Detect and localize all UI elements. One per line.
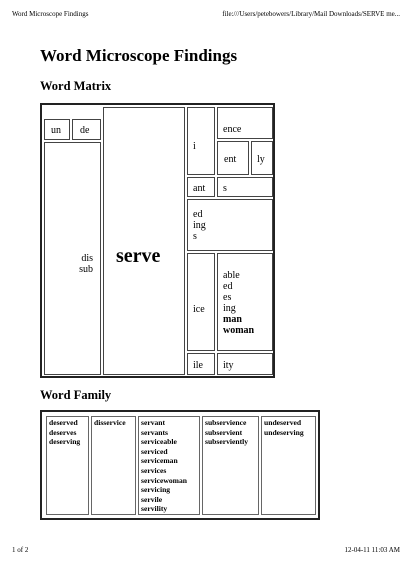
base-cell	[103, 107, 185, 375]
prefix-cell-dis-sub	[44, 142, 101, 375]
family-word: disservice	[94, 418, 126, 427]
family-word: subservience	[205, 418, 247, 427]
suffix-ing: ing	[193, 220, 206, 231]
family-word: subservient	[205, 427, 243, 437]
print-footer-datetime: 12-04-11 11:03 AM	[344, 546, 400, 554]
page-title: Word Microscope Findings	[40, 46, 238, 65]
suffix-ence: ence	[223, 124, 242, 135]
prefix-dis: dis	[81, 253, 93, 264]
word-family-table	[40, 410, 320, 520]
family-column-subservience	[202, 416, 259, 515]
suffix-s: s	[223, 183, 227, 194]
suffix-ent: ent	[224, 154, 237, 165]
family-word: servant	[141, 418, 166, 427]
family-word: subserviently	[205, 437, 249, 447]
suffix-cell-i	[187, 107, 215, 175]
suffix-es: es	[223, 292, 232, 303]
print-header-url: file:///Users/petebowers/Library/Mail Downloads/SERVE me...	[222, 10, 400, 18]
family-word: services	[141, 465, 167, 475]
family-word: undeserving	[264, 427, 304, 437]
suffix-cell-ity	[217, 353, 273, 375]
suffix-cell-ly	[251, 141, 273, 175]
family-column-deserve	[46, 416, 89, 515]
prefix-un: un	[51, 125, 61, 136]
suffix-i: i	[193, 141, 196, 152]
family-word: servicewoman	[141, 475, 187, 485]
suffix-man: man	[223, 314, 242, 325]
family-word: serviceman	[141, 456, 178, 466]
suffix-cell-after-ice	[217, 253, 273, 351]
suffix-cell-s	[217, 177, 273, 197]
prefix-sub: sub	[79, 264, 93, 275]
family-word: deserves	[49, 427, 77, 437]
suffix-ly: ly	[257, 154, 265, 165]
suffix-cell-ent	[217, 141, 249, 175]
word-matrix	[40, 103, 275, 378]
family-column-undeserved	[261, 416, 316, 515]
family-word: servicing	[141, 485, 171, 495]
suffix-ed-2: ed	[223, 281, 233, 292]
family-column-serve	[138, 416, 200, 515]
print-header-title: Word Microscope Findings	[12, 10, 89, 18]
suffix-cell-ice	[187, 253, 215, 351]
suffix-s-2: s	[193, 231, 197, 242]
suffix-ice: ice	[193, 304, 205, 315]
family-word: serviced	[141, 446, 168, 456]
suffix-cell-ile	[187, 353, 215, 375]
family-word: serviceable	[141, 437, 177, 447]
word-matrix-heading: Word Matrix	[40, 79, 112, 93]
family-word: servile	[141, 494, 163, 504]
family-word: deserved	[49, 418, 78, 427]
suffix-ing-2: ing	[223, 303, 236, 314]
family-word: servants	[141, 427, 168, 437]
family-column-disservice	[91, 416, 136, 515]
suffix-ity: ity	[223, 360, 234, 371]
word-family-heading: Word Family	[40, 388, 112, 402]
base-serve: serve	[116, 245, 161, 267]
prefix-cell-un	[44, 119, 70, 140]
family-word: deserving	[49, 437, 81, 447]
suffix-cell-ed-ing-s	[187, 199, 273, 251]
prefix-cell-de	[72, 119, 101, 140]
suffix-woman: woman	[223, 325, 255, 336]
suffix-cell-ant	[187, 177, 215, 197]
print-footer-page-number: 1 of 2	[12, 546, 29, 554]
family-word: undeserved	[264, 418, 302, 427]
suffix-ant: ant	[193, 183, 206, 194]
suffix-ed: ed	[193, 209, 203, 220]
family-word: servility	[141, 504, 168, 514]
suffix-ile: ile	[193, 360, 203, 371]
suffix-able: able	[223, 270, 240, 281]
suffix-cell-ence	[217, 107, 273, 139]
prefix-de: de	[80, 125, 90, 136]
